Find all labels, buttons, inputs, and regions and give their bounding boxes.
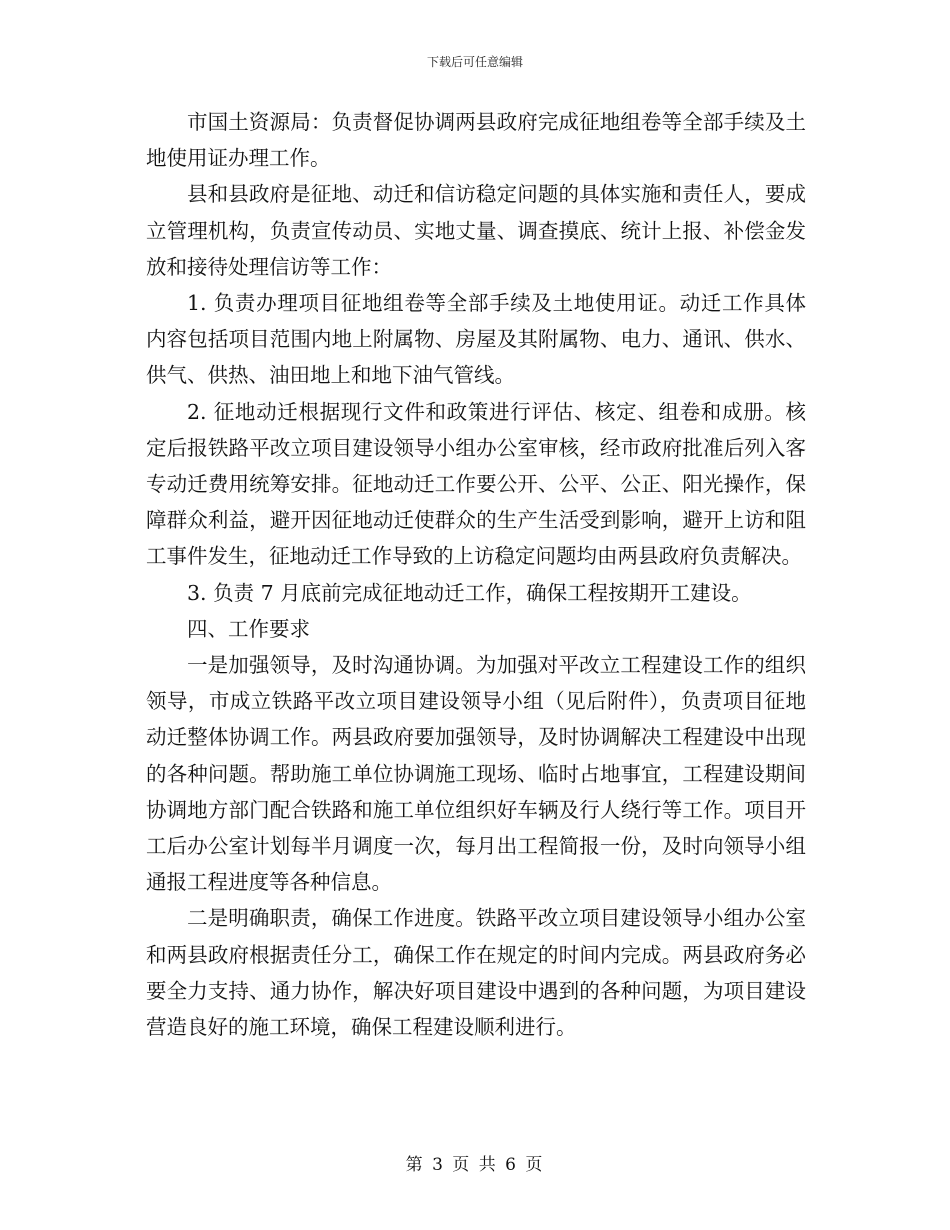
paragraph: 市国土资源局：负责督促协调两县政府完成征地组卷等全部手续及土地使用证办理工作。 [146, 110, 806, 171]
page-footer: 第 3 页 共 6 页 [405, 1155, 545, 1175]
page-header: 下载后可任意编辑 [426, 55, 523, 69]
paragraph: 一是加强领导，及时沟通协调。为加强对平改立工程建设工作的组织领导，市成立铁路平改立项目建设领导小组（见后附件），负责项目征地动迁整体协调工作。两县政府要加强领导，及时协调解决工程建设中出现的各种问题。帮助施工单位协调施工现场、临时占地事宜，工程建设期间协调地方部门配合铁路和施工单位组织好车辆及行人绕行等工作。项目开工后办公室计划每半月调度一次，每月出工程简报一份，及时向领导小组通报工程进度等各种信息。 [146, 653, 806, 895]
paragraph: 3. 负责 7 月底前完成征地动迁工作，确保工程按期开工建设。 [187, 580, 752, 605]
document-body [146, 104, 806, 1045]
paragraph: 二是明确职责，确保工作进度。铁路平改立项目建设领导小组办公室和两县政府根据责任分工，确保工作在规定的时间内完成。两县政府务必要全力支持、通力协作，解决好项目建设中遇到的各种问题，为项目建设营造良好的施工环境，确保工程建设顺利进行。 [146, 906, 806, 1040]
section-heading: 四、工作要求 [187, 616, 310, 641]
paragraph: 1. 负责办理项目征地组卷等全部手续及土地使用证。动迁工作具体内容包括项目范围内地上附属物、房屋及其附属物、电力、通讯、供水、供气、供热、油田地上和地下油气管线。 [146, 291, 806, 388]
paragraph: 县和县政府是征地、动迁和信访稳定问题的具体实施和责任人，要成立管理机构，负责宣传动员、实地丈量、调查摸底、统计上报、补偿金发放和接待处理信访等工作： [146, 182, 806, 279]
paragraph: 2. 征地动迁根据现行文件和政策进行评估、核定、组卷和成册。核定后报铁路平改立项目建设领导小组办公室审核，经市政府批准后列入客专动迁费用统筹安排。征地动迁工作要公开、公平、公正、阳光操作，保障群众利益，避开因征地动迁使群众的生产生活受到影响，避开上访和阻工事件发生，征地动迁工作导致的上访稳定问题均由两县政府负责解决。 [146, 399, 806, 569]
